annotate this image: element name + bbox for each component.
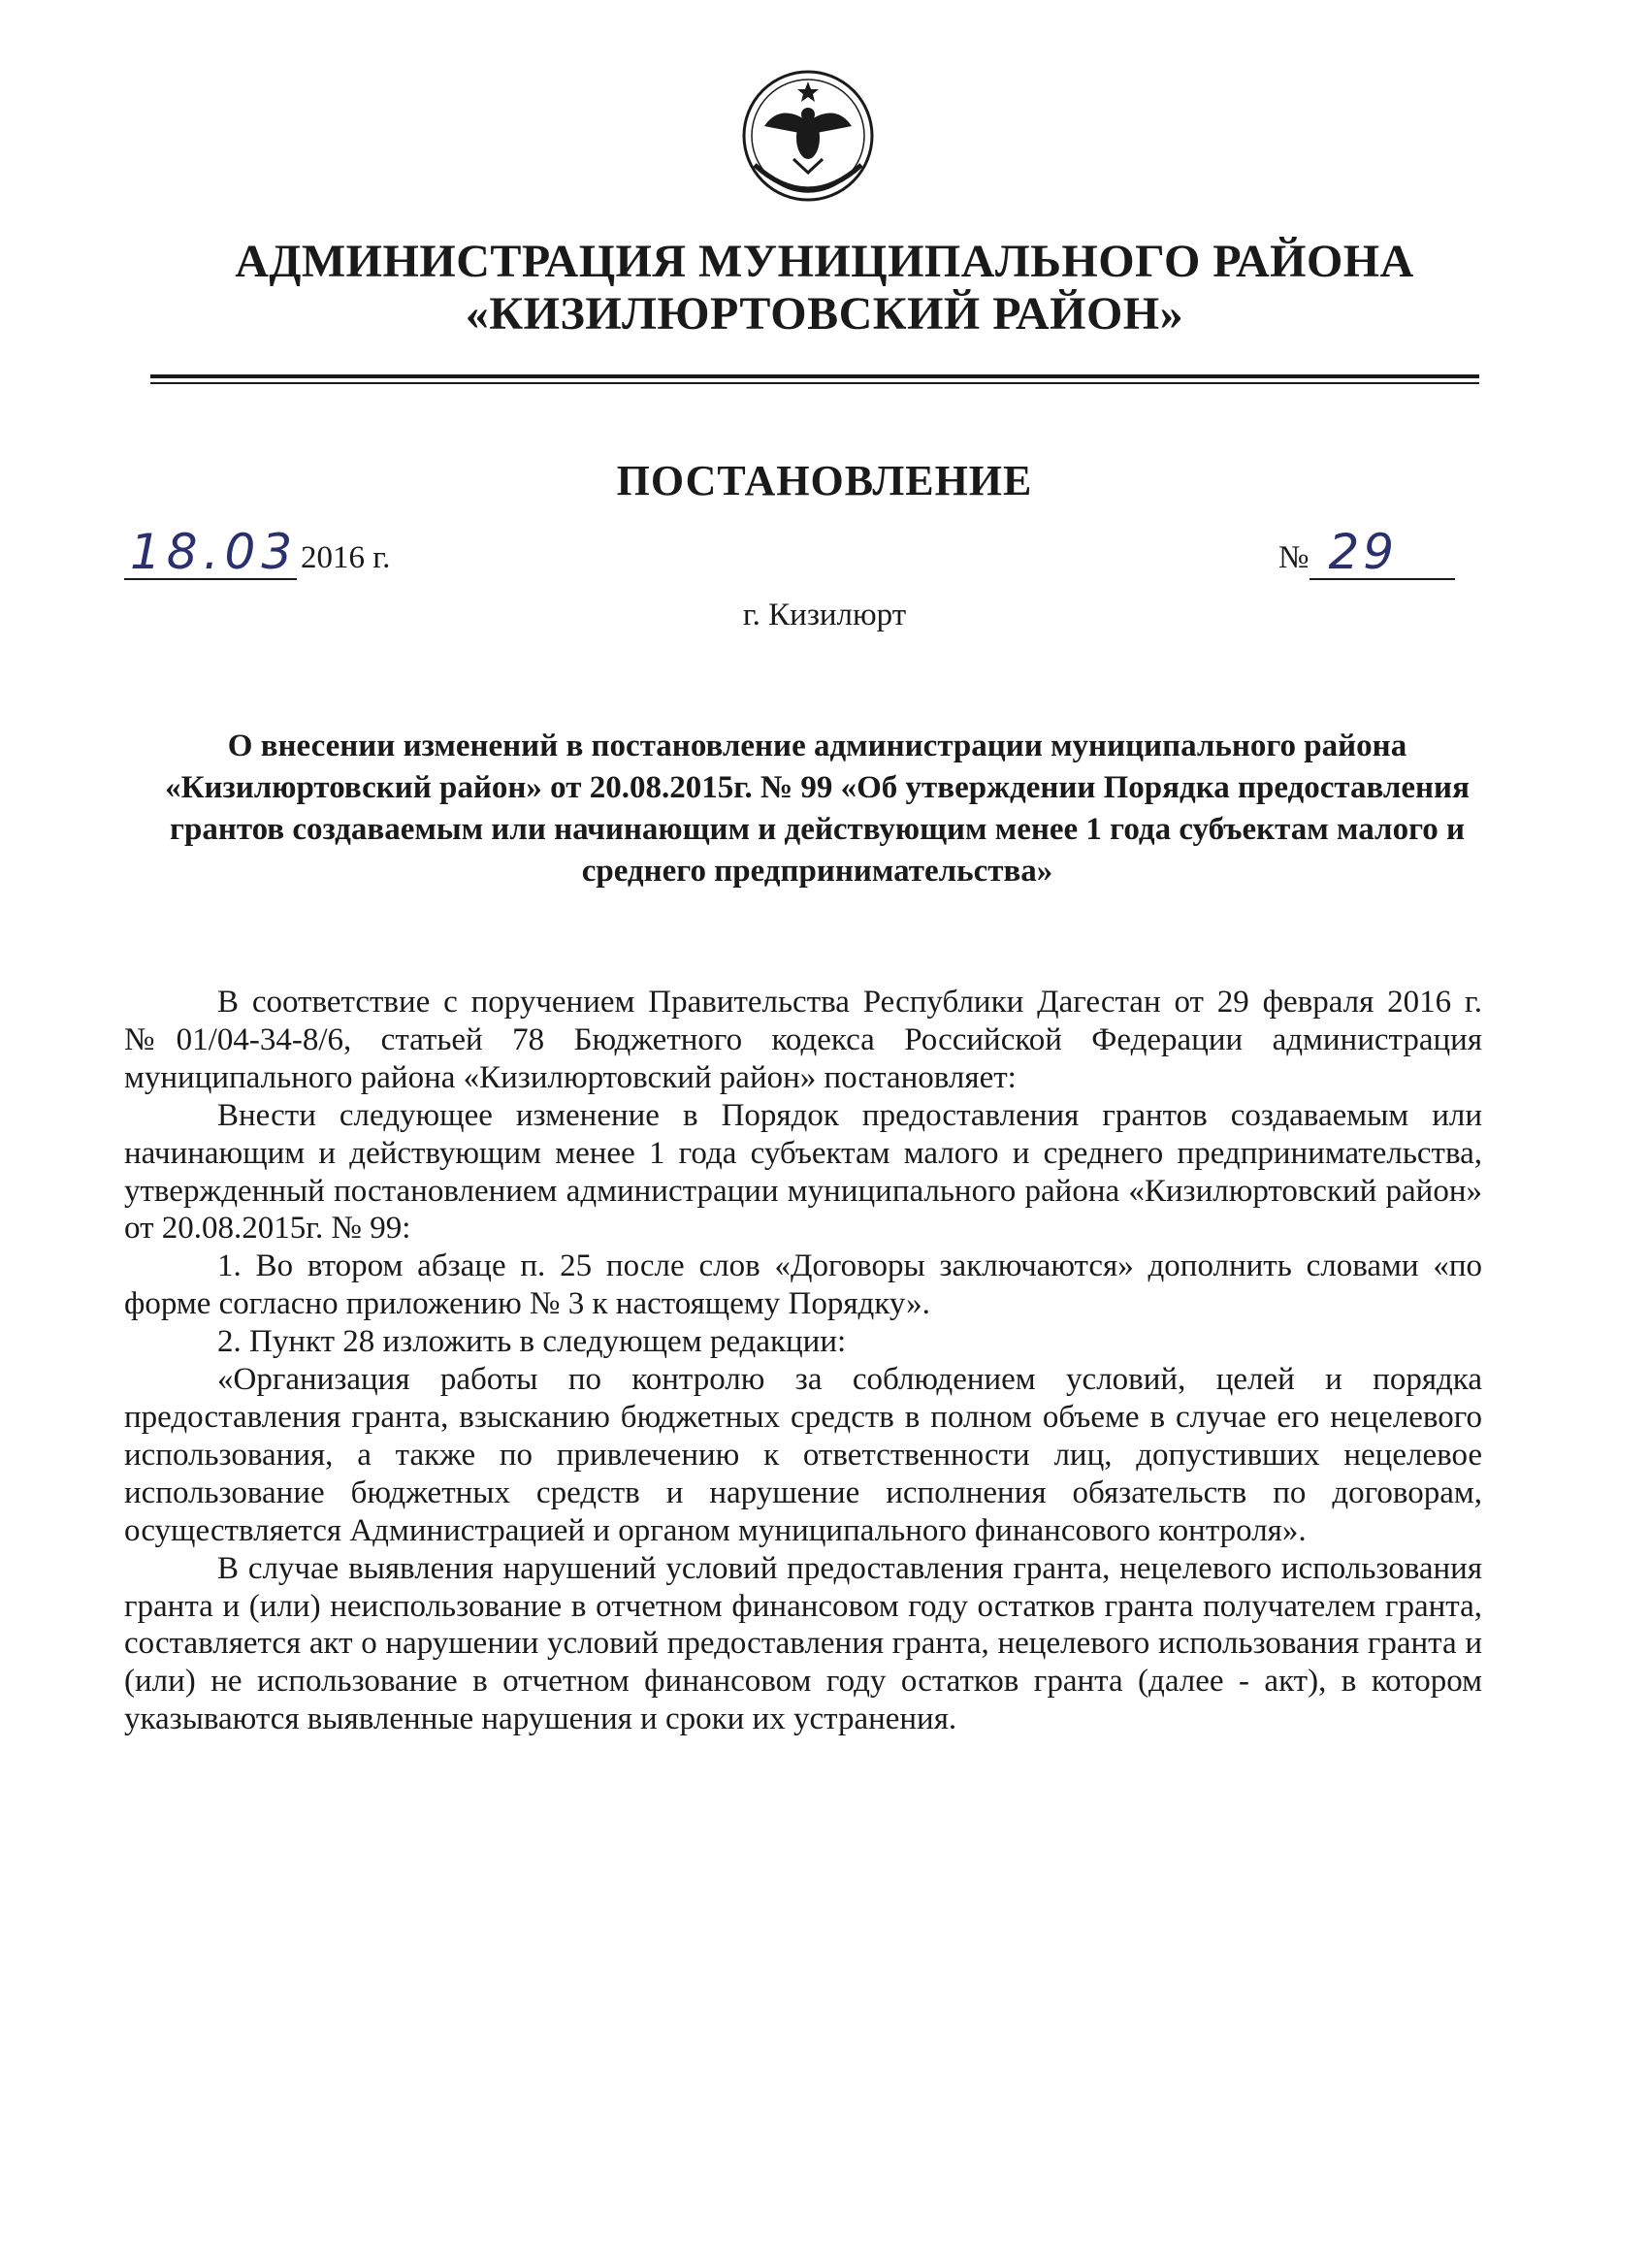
document-type: ПОСТАНОВЛЕНИЕ (616, 457, 1033, 504)
body-paragraph: «Организация работы по контролю за соблюдением условий, целей и порядка предоставления гранта, взысканию бюджетных средств в полном объеме в случае его нецелевого использования, а также по привлечению к ответственности лиц, допустивших нецелевое использование бюджетных средств и нарушение исполнения обязательств по договорам, осуществляется Администрацией и органом муниципального финансового контроля». (124, 1362, 1482, 1548)
date-year: 2016 г. (301, 540, 391, 575)
number-sign: № (1278, 540, 1310, 575)
body-paragraph: Внести следующее изменение в Порядок предоставления грантов создаваемым или начинающим и действующим менее 1 года субъектам малого и среднего предпринимательства, утвержденный постановлением администрации муниципального района «Кизилюртовский район» от 20.08.2015г. № 99: (124, 1097, 1482, 1247)
district-title: «КИЗИЛЮРТОВСКИЙ РАЙОН» (465, 288, 1184, 340)
body-paragraph: 2. Пункт 28 изложить в следующем редакции: (217, 1324, 847, 1360)
date-handwritten: 18.03 (124, 528, 297, 580)
body-paragraph: 1. Во втором абзаце п. 25 после слов «Договоры заключаются» дополнить словами «по форме согласно приложению № 3 к настоящему Порядку». (124, 1248, 1482, 1322)
body-paragraph: В соответствие с поручением Правительства Республики Дагестан от 29 февраля 2016 г. №01/04-34-8/6, статьей 78 Бюджетного кодекса Российской Федерации администрация муниципального района «Кизилюртовский район» постановляет: (124, 985, 1482, 1095)
header-divider-thick (150, 374, 1479, 378)
document-body (124, 984, 1482, 1738)
city: г. Кизилюрт (742, 598, 907, 632)
body-paragraph: В случае выявления нарушений условий предоставления гранта, нецелевого использования гранта и (или) неиспользование в отчетном финансовом году остатков гранта получателем гранта, составляется акт о нарушении условий предоставления гранта, нецелевого использования гранта и (или) не использование в отчетном финансовом году остатков гранта (далее - акт), в котором указываются выявленные нарушения и сроки их устранения. (124, 1550, 1482, 1737)
document-subject: О внесении изменений в постановление администрации муниципального района «Кизилюртовский район» от 20.08.2015г. № 99 «Об утверждении Порядка предоставления грантов создаваемым или начинающим и действующим менее 1 года субъектам малого и среднего предпринимательства» (165, 729, 1470, 889)
number-handwritten: 29 (1310, 528, 1455, 580)
document-date (124, 524, 391, 580)
administration-title: АДМИНИСТРАЦИЯ МУНИЦИПАЛЬНОГО РАЙОНА (235, 236, 1414, 287)
header-divider-thin (150, 382, 1479, 384)
document-number (1278, 524, 1455, 580)
coat-of-arms-emblem (735, 58, 881, 213)
